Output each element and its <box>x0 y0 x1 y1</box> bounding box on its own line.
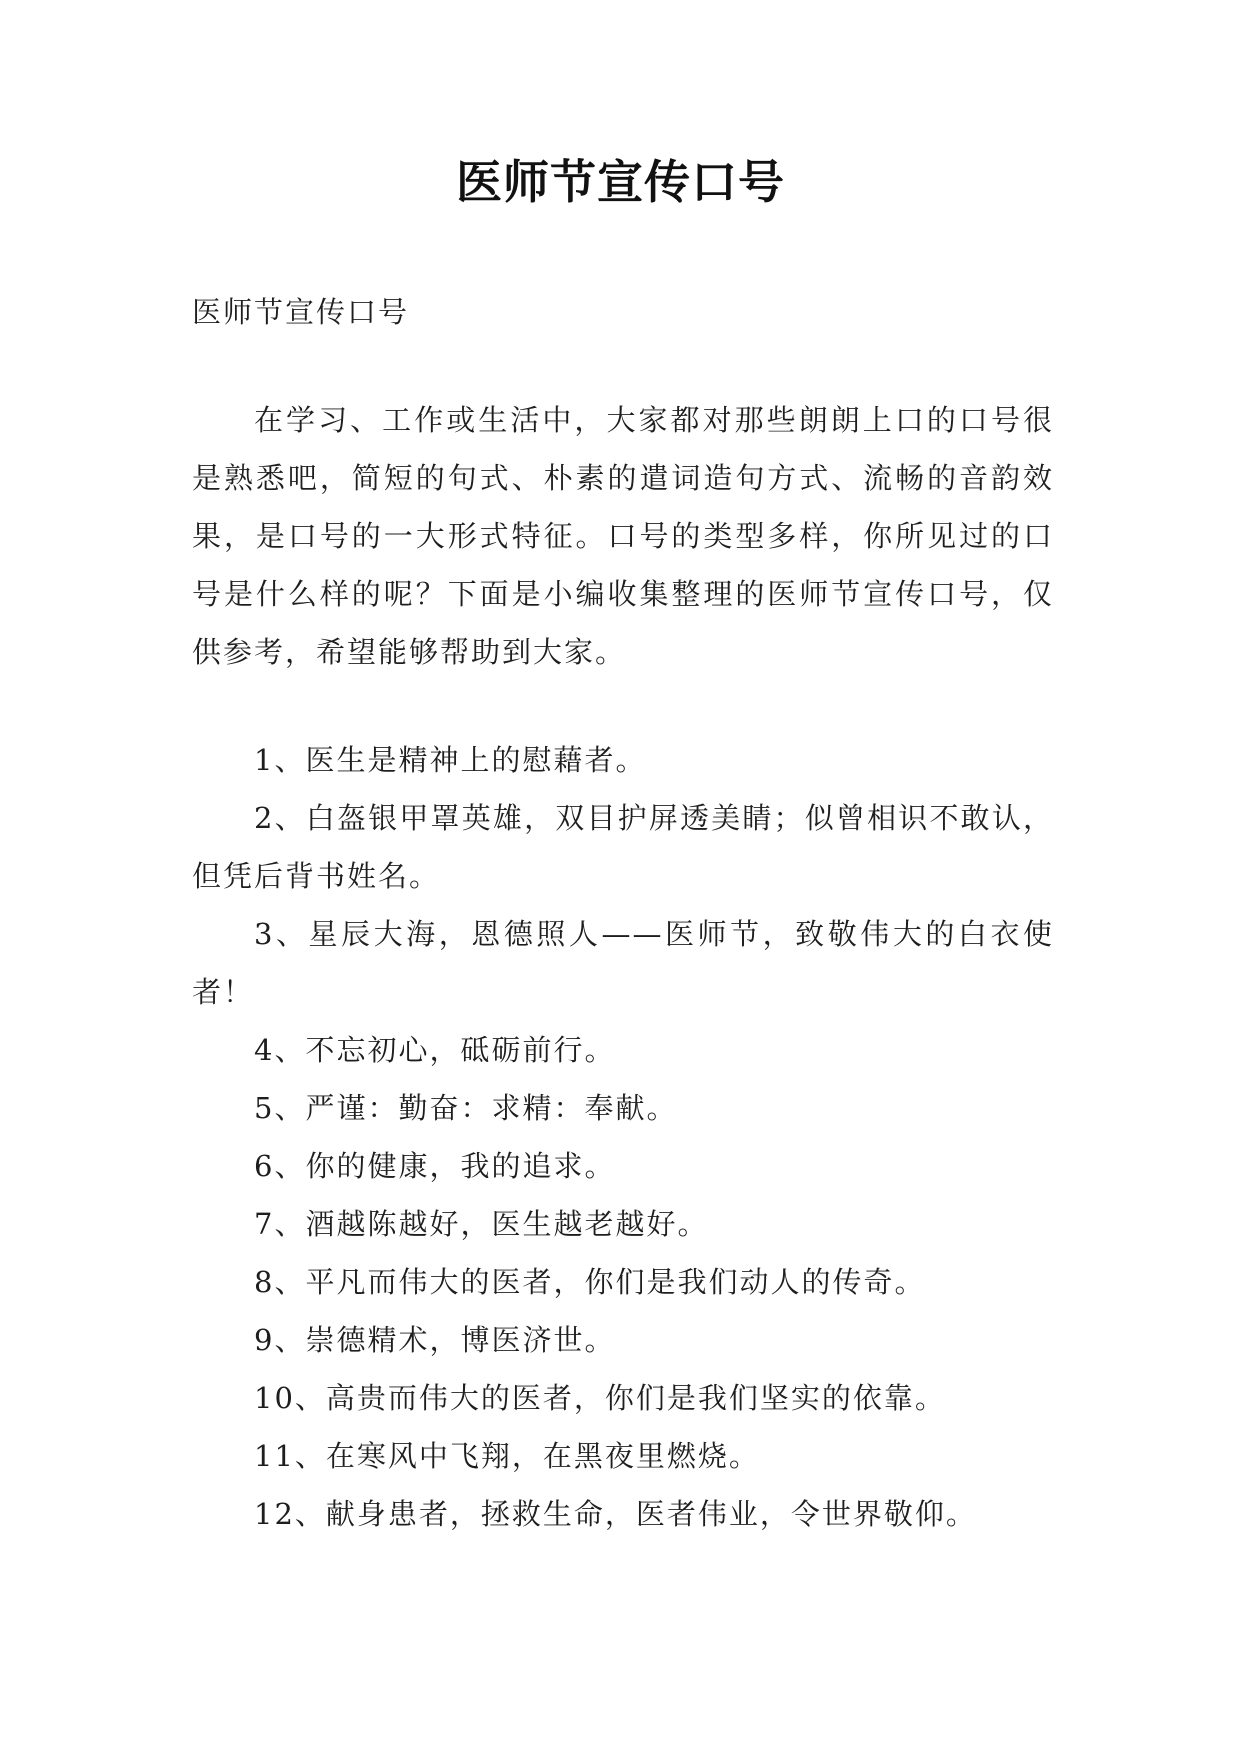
slogan-item: 4、不忘初心，砥砺前行。 <box>254 1033 616 1067</box>
slogan-item: 6、你的健康，我的追求。 <box>254 1149 616 1183</box>
slogan-item: 2、白盔银甲罩英雄，双目护屏透美睛；似曾相识不敢认，但凭后背书姓名。 <box>192 801 1054 893</box>
intro-paragraph: 在学习、工作或生活中，大家都对那些朗朗上口的口号很是熟悉吧，简短的句式、朴素的遣词造句方式、流畅的音韵效果，是口号的一大形式特征。口号的类型多样，你所见过的口号是什么样的呢？下面是小编收集整理的医师节宣传口号，仅供参考，希望能够帮助到大家。 <box>192 403 1054 669</box>
document-body <box>192 283 1054 1543</box>
slogan-item: 3、星辰大海，恩德照人——医师节，致敬伟大的白衣使者！ <box>192 917 1054 1009</box>
slogan-item: 10、高贵而伟大的医者，你们是我们坚实的依靠。 <box>254 1381 946 1415</box>
slogan-item: 7、酒越陈越好，医生越老越好。 <box>254 1207 709 1241</box>
slogan-item: 5、严谨：勤奋：求精：奉献。 <box>254 1091 678 1125</box>
slogan-item: 12、献身患者，拯救生命，医者伟业，令世界敬仰。 <box>254 1497 977 1531</box>
slogan-item: 11、在寒风中飞翔，在黑夜里燃烧。 <box>254 1439 760 1473</box>
slogan-item: 9、崇德精术，博医济世。 <box>254 1323 616 1357</box>
document-title: 医师节宣传口号 <box>456 155 785 209</box>
slogan-item: 1、医生是精神上的慰藉者。 <box>254 743 647 777</box>
slogan-item: 8、平凡而伟大的医者，你们是我们动人的传奇。 <box>254 1265 926 1299</box>
document-subtitle: 医师节宣传口号 <box>192 295 410 329</box>
